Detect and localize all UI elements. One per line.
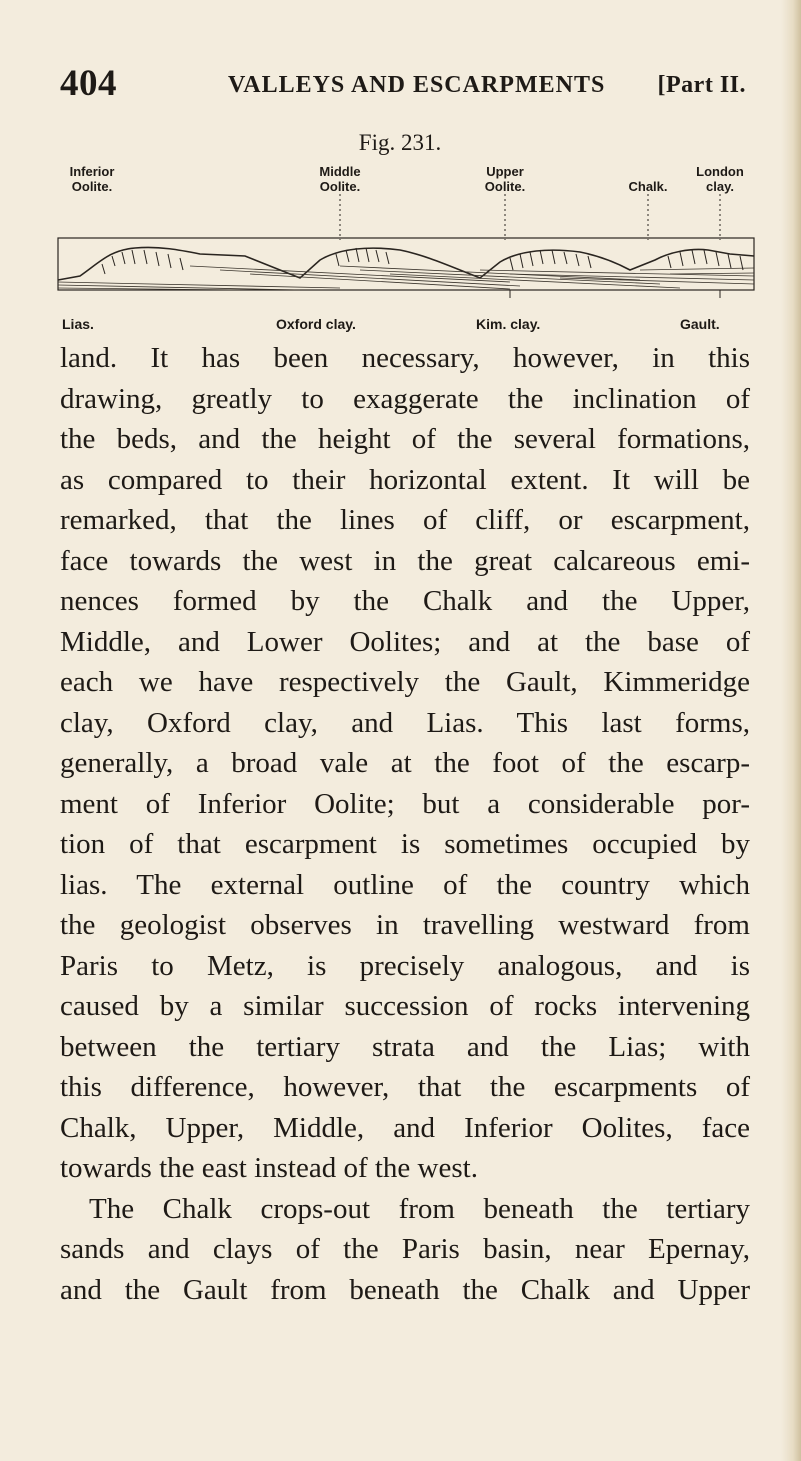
text-line: remarked, that the lines of cliff, or escarpment,: [60, 504, 750, 536]
text-line: the beds, and the height of the several formations,: [60, 423, 750, 455]
label-lias: Lias.: [62, 316, 94, 332]
page-edge-shadow: [781, 0, 801, 1461]
label-inferior-oolite: Inferior Oolite.: [69, 164, 115, 194]
label-oxford-clay: Oxford clay.: [276, 316, 356, 332]
text-line: towards the east instead of the west.: [60, 1152, 478, 1184]
text-line: caused by a similar succession of rocks intervening: [60, 990, 750, 1022]
text-line: Paris to Metz, is precisely analogous, and is: [60, 949, 750, 982]
label-middle-oolite: Middle Oolite.: [319, 164, 361, 194]
label-upper-oolite: Upper Oolite.: [484, 164, 526, 194]
text-line: The Chalk crops-out from beneath the tertiary: [89, 1192, 750, 1225]
text-line: the geologist observes in travelling westward from: [60, 909, 750, 941]
label-kim-clay: Kim. clay.: [476, 316, 541, 332]
label-gault: Gault.: [680, 316, 720, 332]
section-frame: [58, 238, 754, 290]
text-line: tion of that escarpment is sometimes occupied by: [60, 828, 750, 860]
figure-231: [40, 130, 760, 330]
text-line: as compared to their horizontal extent. It will be: [60, 463, 750, 496]
text-line: and the Gault from beneath the Chalk and Upper: [60, 1273, 750, 1306]
label-guide-lines: [340, 194, 720, 240]
text-line: lias. The external outline of the country which: [60, 868, 750, 901]
running-title: VALLEYS AND ESCARPMENTS: [228, 72, 606, 98]
body-text: [60, 338, 750, 1310]
text-line: Chalk, Upper, Middle, and Inferior Oolites, face: [60, 1111, 750, 1144]
page-number: 404: [60, 63, 117, 104]
text-line: ment of Inferior Oolite; but a considerable por-: [60, 787, 750, 820]
text-line: Middle, and Lower Oolites; and at the base of: [60, 625, 750, 658]
part-label: [Part II.: [657, 72, 746, 98]
text-line: clay, Oxford clay, and Lias. This last forms,: [60, 706, 750, 739]
text-line: generally, a broad vale at the foot of the escarp-: [60, 747, 750, 779]
running-header: [60, 62, 746, 102]
label-london-clay: London clay.: [696, 164, 744, 194]
text-line: sands and clays of the Paris basin, near Epernay,: [60, 1233, 750, 1265]
text-line: each we have respectively the Gault, Kimmeridge: [60, 666, 750, 698]
geological-section-drawing: [40, 130, 760, 330]
text-line: face towards the west in the great calcareous emi-: [60, 544, 750, 577]
label-markers: [510, 290, 720, 298]
strata-lines: [58, 266, 754, 290]
figure-caption: Fig. 231.: [358, 130, 442, 155]
label-chalk: Chalk.: [628, 179, 668, 194]
text-line: nences formed by the Chalk and the Upper,: [60, 585, 750, 617]
text-line: drawing, greatly to exaggerate the inclination of: [60, 382, 750, 415]
text-line: between the tertiary strata and the Lias; with: [60, 1030, 750, 1063]
text-line: this difference, however, that the escarpments of: [60, 1071, 750, 1103]
text-line: land. It has been necessary, however, in this: [60, 342, 750, 374]
